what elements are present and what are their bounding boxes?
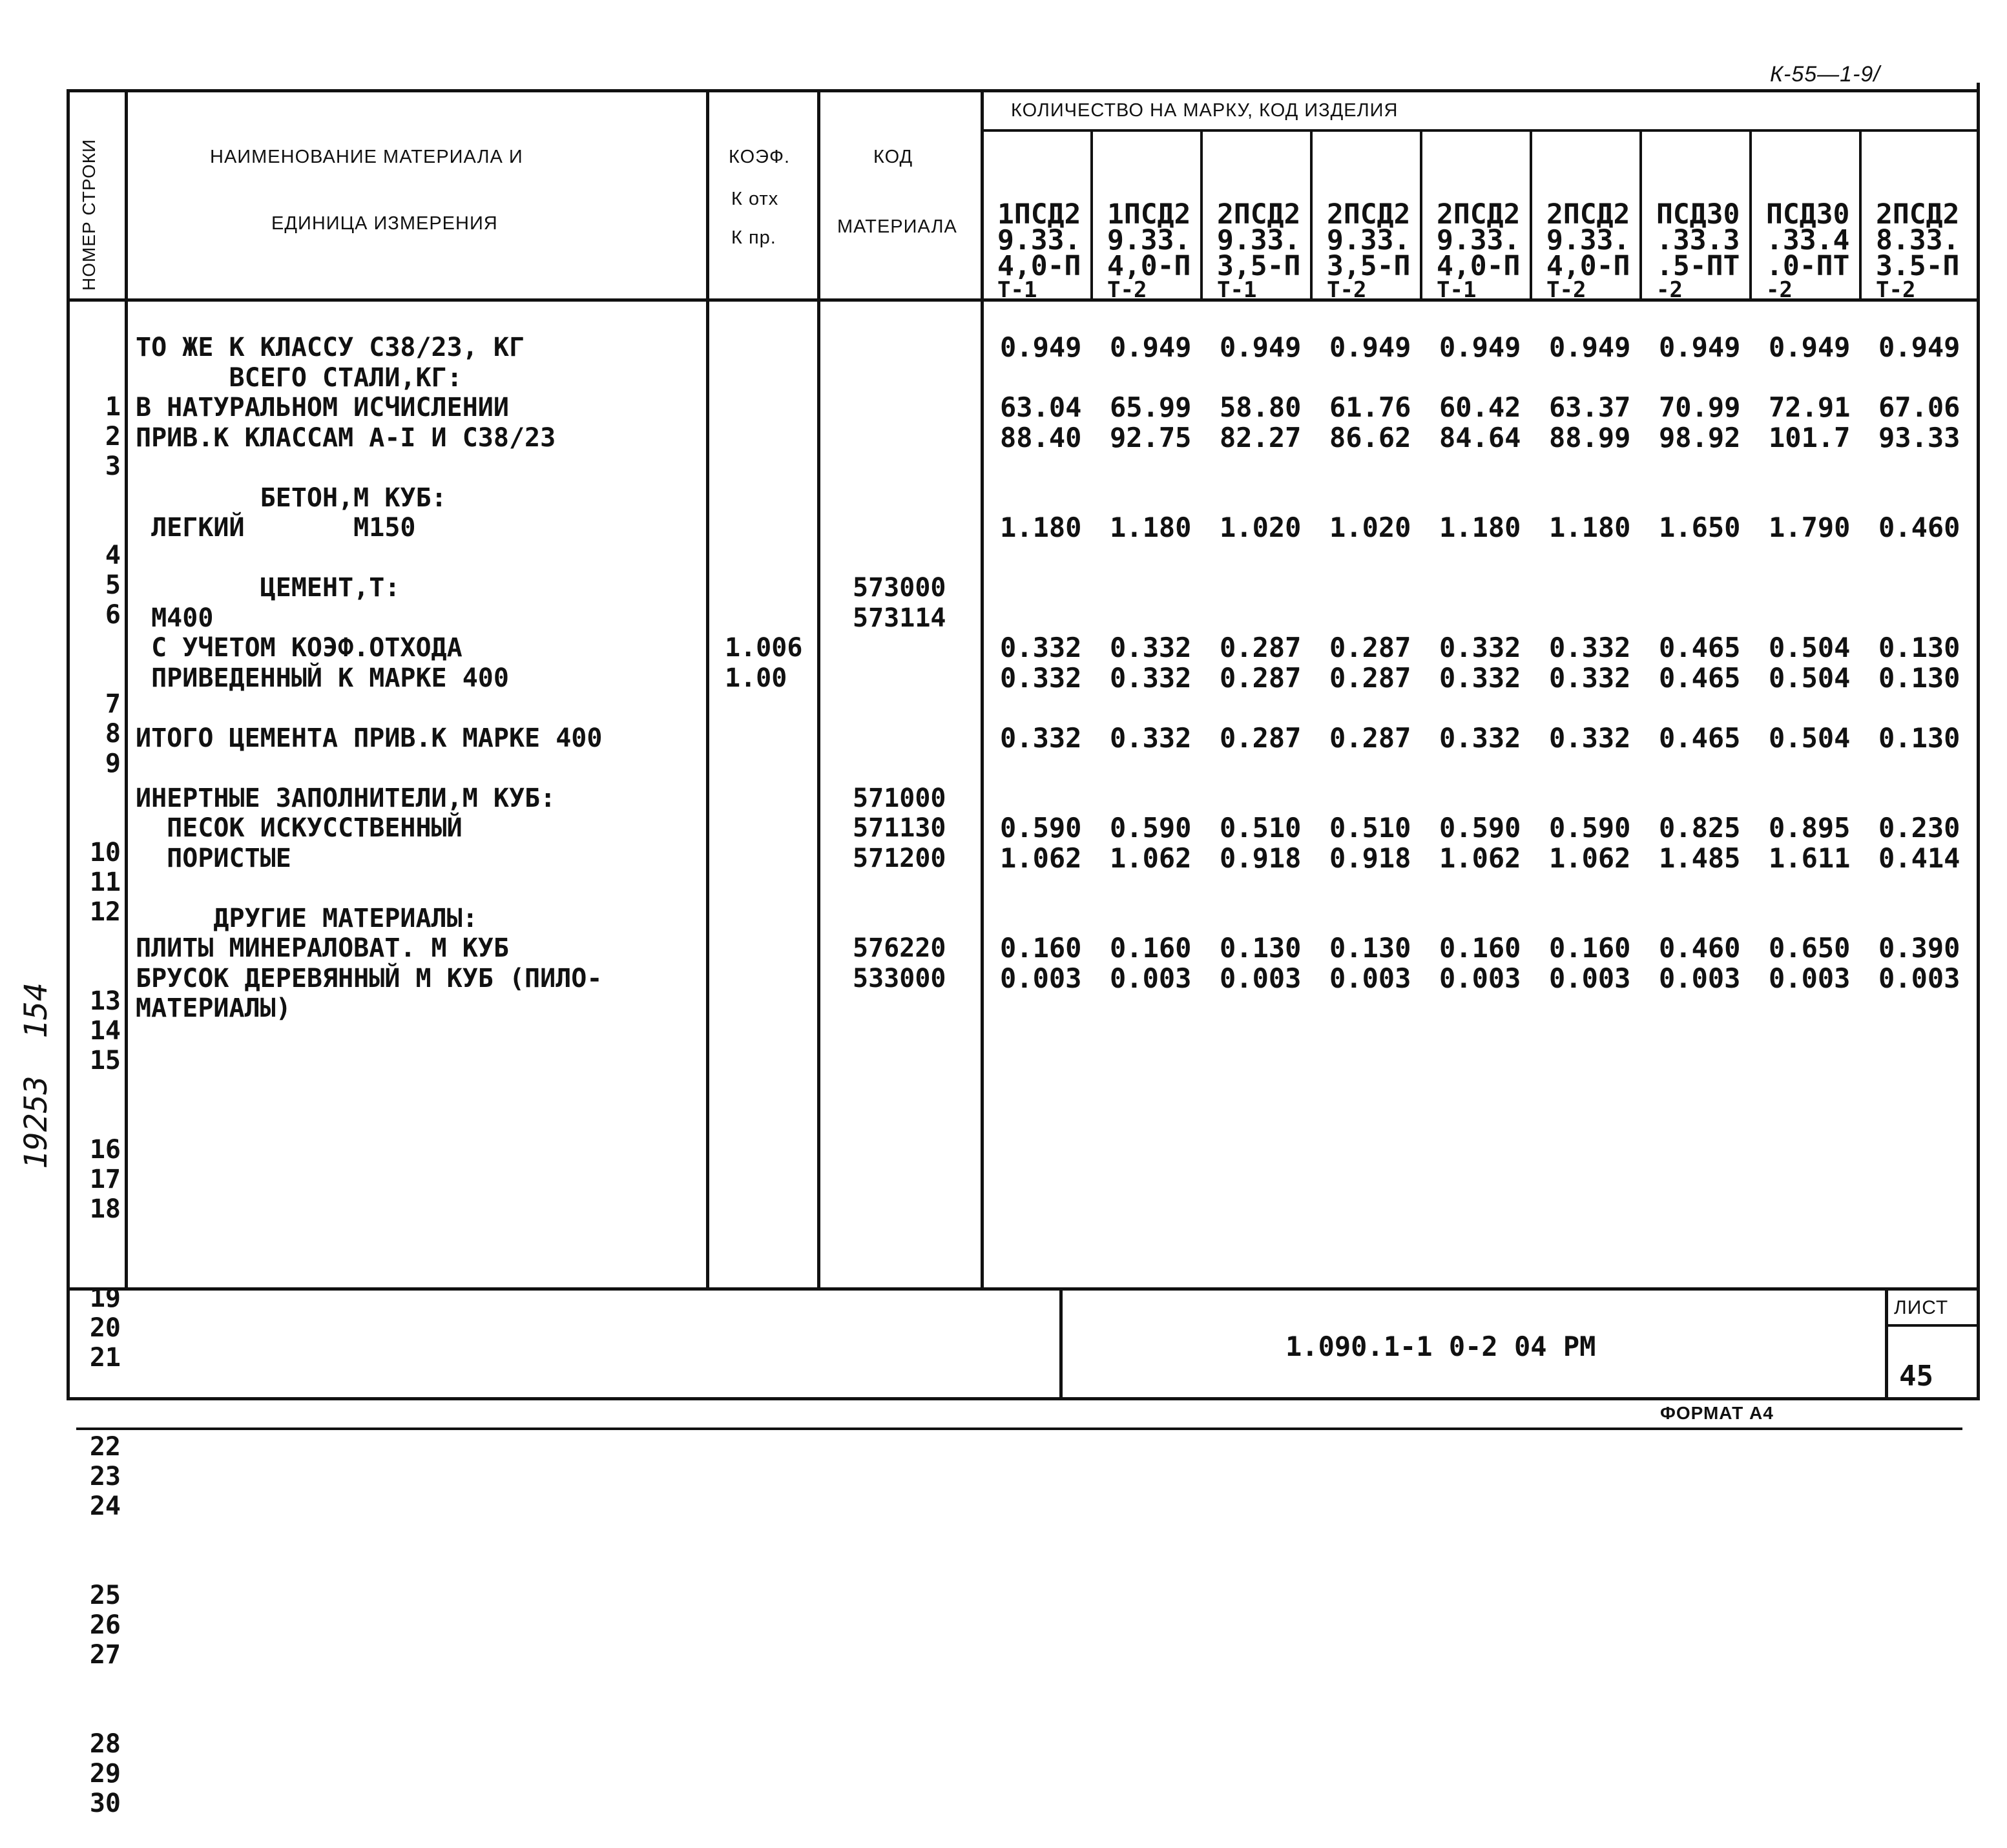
header-code-1: КОД xyxy=(873,147,913,167)
quantity-value: 93.33 xyxy=(1878,421,1960,453)
prod-sep-7 xyxy=(1749,130,1752,300)
quantity-value: 0.510 xyxy=(1220,812,1302,844)
product-header-2: 1ПСД2 9.33. 4,0-П Т-2 xyxy=(1107,198,1191,303)
frame-bottom xyxy=(67,1397,1980,1400)
material-name: ПРИВЕДЕННЫЙ К МАРКЕ 400 xyxy=(136,663,509,693)
material-name: ИТОГО ЦЕМЕНТА ПРИВ.К МАРКЕ 400 xyxy=(136,723,603,753)
quantity-value: 0.949 xyxy=(1878,331,1960,363)
under-frame-line xyxy=(76,1428,1962,1430)
quantity-value: 84.64 xyxy=(1439,421,1521,453)
product-header-9: 2ПСД2 8.33. 3.5-П Т-2 xyxy=(1876,198,1960,303)
prod-sep-2 xyxy=(1200,130,1203,300)
quantity-value: 0.287 xyxy=(1220,632,1302,663)
quantity-value: 0.003 xyxy=(1220,962,1302,994)
quantity-value: 0.949 xyxy=(1220,331,1302,363)
quantity-value: 0.287 xyxy=(1329,632,1411,663)
material-name: С УЧЕТОМ КОЭФ.ОТХОДА xyxy=(136,633,463,663)
quantity-divider xyxy=(982,129,1979,132)
product-header-6: 2ПСД2 9.33. 4,0-П Т-2 xyxy=(1546,198,1630,303)
quantity-value: 0.949 xyxy=(1329,331,1411,363)
material-name: МАТЕРИАЛЫ) xyxy=(136,993,291,1023)
product-header-1: 1ПСД2 9.33. 4,0-П Т-1 xyxy=(997,198,1081,303)
quantity-value: 0.332 xyxy=(1000,632,1082,663)
quantity-value: 1.020 xyxy=(1220,512,1302,543)
quantity-value: 60.42 xyxy=(1439,391,1521,423)
quantity-value: 0.287 xyxy=(1329,722,1411,754)
material-name: В НАТУРАЛЬНОМ ИСЧИСЛЕНИИ xyxy=(136,393,509,422)
quantity-value: 0.332 xyxy=(1000,661,1082,694)
quantity-value: 0.650 xyxy=(1769,932,1851,964)
quantity-value: 0.825 xyxy=(1659,812,1741,844)
header-material-name-2: ЕДИНИЦА ИЗМЕРЕНИЯ xyxy=(271,213,498,234)
quantity-value: 0.918 xyxy=(1329,842,1411,874)
footer-mid-divider xyxy=(1059,1289,1063,1398)
quantity-value: 1.062 xyxy=(1000,842,1082,874)
quantity-value: 1.180 xyxy=(1439,512,1521,543)
footer-sheet-hline xyxy=(1886,1324,1978,1327)
quantity-value: 0.003 xyxy=(1110,962,1192,994)
quantity-value: 0.130 xyxy=(1878,632,1960,663)
material-code: 576220 xyxy=(853,933,946,963)
quantity-value: 0.332 xyxy=(1000,722,1082,754)
quantity-value: 82.27 xyxy=(1220,421,1302,453)
sheet-label: ЛИСТ xyxy=(1894,1297,1949,1318)
row-numbers: 1 2 3 4 5 6 7 8 9 10 11 12 13 14 15 16 17 18 19 20 21 22 23 24 25 26 27 28 29 30 xyxy=(89,392,121,1818)
quantity-value: 1.180 xyxy=(1110,512,1192,543)
material-name: ЛЕГКИЙ М150 xyxy=(136,513,416,543)
material-name: М400 xyxy=(136,603,214,633)
frame-left xyxy=(67,89,70,1400)
coefficient: 1.00 xyxy=(725,663,787,693)
material-code: 571130 xyxy=(853,813,946,843)
quantity-value: 0.287 xyxy=(1220,661,1302,694)
material-code: 573000 xyxy=(853,573,946,603)
format-label: ФОРМАТ А4 xyxy=(1660,1403,1774,1423)
quantity-value: 0.003 xyxy=(1659,962,1741,994)
material-name: БЕТОН,М КУБ: xyxy=(136,483,447,513)
quantity-value: 0.332 xyxy=(1110,722,1192,754)
quantity-value: 0.160 xyxy=(1439,932,1521,964)
quantity-value: 0.504 xyxy=(1769,661,1851,694)
coefficient: 1.006 xyxy=(725,633,803,663)
material-name: БРУСОК ДЕРЕВЯННЫЙ М КУБ (ПИЛО- xyxy=(136,963,603,993)
header-coef-2: К отх xyxy=(731,189,779,209)
quantity-value: 101.7 xyxy=(1769,421,1851,453)
material-name: ДРУГИЕ МАТЕРИАЛЫ: xyxy=(136,903,478,933)
material-code: 573114 xyxy=(853,603,946,633)
prod-sep-4 xyxy=(1420,130,1422,300)
quantity-value: 0.949 xyxy=(1110,331,1192,363)
quantity-value: 1.062 xyxy=(1439,842,1521,874)
header-code-2: МАТЕРИАЛА xyxy=(837,216,957,237)
material-name: ПОРИСТЫЕ xyxy=(136,843,291,873)
quantity-value: 67.06 xyxy=(1878,391,1960,423)
prod-sep-6 xyxy=(1639,130,1642,300)
quantity-value: 0.949 xyxy=(1439,331,1521,363)
material-name: ЦЕМЕНТ,Т: xyxy=(136,573,400,603)
header-material-name-1: НАИМЕНОВАНИЕ МАТЕРИАЛА И xyxy=(210,147,523,167)
quantity-value: 0.414 xyxy=(1878,842,1960,874)
quantity-value: 0.160 xyxy=(1000,932,1082,964)
col-line-code xyxy=(981,90,984,1289)
quantity-value: 72.91 xyxy=(1769,391,1851,423)
quantity-value: 0.460 xyxy=(1878,512,1960,543)
material-code: 571000 xyxy=(853,783,946,813)
quantity-value: 88.40 xyxy=(1000,421,1082,453)
margin-note: 19253 154 xyxy=(18,982,54,1169)
quantity-value: 0.590 xyxy=(1549,812,1631,844)
quantity-value: 0.160 xyxy=(1110,932,1192,964)
quantity-value: 0.130 xyxy=(1878,661,1960,694)
product-header-5: 2ПСД2 9.33. 4,0-П Т-1 xyxy=(1437,198,1521,303)
quantity-value: 1.020 xyxy=(1329,512,1411,543)
quantity-value: 61.76 xyxy=(1329,391,1411,423)
quantity-value: 1.180 xyxy=(1549,512,1631,543)
quantity-value: 0.504 xyxy=(1769,722,1851,754)
quantity-value: 63.37 xyxy=(1549,391,1631,423)
quantity-value: 86.62 xyxy=(1329,421,1411,453)
doc-code: 1.090.1-1 0-2 04 РМ xyxy=(1285,1331,1596,1362)
corner-mark: К-55—1-9/ xyxy=(1770,62,1880,87)
quantity-value: 65.99 xyxy=(1110,391,1192,423)
quantity-value: 0.130 xyxy=(1878,722,1960,754)
quantity-value: 70.99 xyxy=(1659,391,1741,423)
quantity-value: 0.895 xyxy=(1769,812,1851,844)
quantity-value: 0.003 xyxy=(1439,962,1521,994)
quantity-value: 0.504 xyxy=(1769,632,1851,663)
quantity-value: 1.062 xyxy=(1110,842,1192,874)
quantity-value: 0.287 xyxy=(1329,661,1411,694)
quantity-value: 0.332 xyxy=(1439,722,1521,754)
material-code: 571200 xyxy=(853,843,946,873)
quantity-value: 0.003 xyxy=(1549,962,1631,994)
quantity-value: 0.003 xyxy=(1000,962,1082,994)
quantity-value: 0.590 xyxy=(1000,812,1082,844)
quantity-value: 0.003 xyxy=(1878,962,1960,994)
quantity-value: 0.465 xyxy=(1659,722,1741,754)
material-name: ПЛИТЫ МИНЕРАЛОВАТ. М КУБ xyxy=(136,933,509,963)
quantity-value: 1.062 xyxy=(1549,842,1631,874)
header-coef-1: КОЭФ. xyxy=(729,147,791,167)
quantity-value: 0.230 xyxy=(1878,812,1960,844)
quantity-value: 92.75 xyxy=(1110,421,1192,453)
quantity-value: 0.332 xyxy=(1439,632,1521,663)
quantity-value: 0.332 xyxy=(1549,632,1631,663)
quantity-value: 0.460 xyxy=(1659,932,1741,964)
product-header-7: ПСД30 .33.3 .5-ПТ -2 xyxy=(1656,198,1740,303)
quantity-value: 0.287 xyxy=(1220,722,1302,754)
quantity-value: 0.949 xyxy=(1000,331,1082,363)
material-name: ВСЕГО СТАЛИ,КГ: xyxy=(136,362,463,393)
quantity-value: 1.180 xyxy=(1000,512,1082,543)
quantity-value: 58.80 xyxy=(1220,391,1302,423)
quantity-value: 0.160 xyxy=(1549,932,1631,964)
quantity-value: 0.332 xyxy=(1439,661,1521,694)
material-name: ТО ЖЕ К КЛАССУ С38/23, КГ xyxy=(136,333,525,362)
footer-sheet-divider xyxy=(1885,1289,1888,1398)
material-name: ПЕСОК ИСКУССТВЕННЫЙ xyxy=(136,813,463,843)
quantity-value: 1.650 xyxy=(1659,512,1741,543)
quantity-value: 88.99 xyxy=(1549,421,1631,453)
quantity-value: 0.332 xyxy=(1549,722,1631,754)
quantity-value: 0.949 xyxy=(1549,331,1631,363)
quantity-value: 0.465 xyxy=(1659,632,1741,663)
material-code: 533000 xyxy=(853,963,946,993)
quantity-value: 0.332 xyxy=(1110,632,1192,663)
prod-sep-3 xyxy=(1310,130,1313,300)
quantity-value: 1.485 xyxy=(1659,842,1741,874)
quantity-value: 0.918 xyxy=(1220,842,1302,874)
quantity-value: 0.130 xyxy=(1220,932,1302,964)
sheet-number: 45 xyxy=(1899,1360,1933,1393)
prod-sep-1 xyxy=(1090,130,1093,300)
col-line-rownum xyxy=(125,90,128,1289)
prod-sep-5 xyxy=(1530,130,1532,300)
header-row-number: НОМЕР СТРОКИ xyxy=(79,138,99,291)
quantity-value: 0.003 xyxy=(1329,962,1411,994)
col-line-name xyxy=(706,90,709,1289)
header-quantity: КОЛИЧЕСТВО НА МАРКУ, КОД ИЗДЕЛИЯ xyxy=(1011,100,1399,121)
quantity-value: 0.332 xyxy=(1110,661,1192,694)
quantity-value: 1.611 xyxy=(1769,842,1851,874)
quantity-value: 98.92 xyxy=(1659,421,1741,453)
material-name: ПРИВ.К КЛАССАМ А-I И С38/23 xyxy=(136,422,556,453)
frame-top xyxy=(68,89,1980,92)
quantity-value: 0.332 xyxy=(1549,661,1631,694)
quantity-value: 0.003 xyxy=(1769,962,1851,994)
product-header-8: ПСД30 .33.4 .0-ПТ -2 xyxy=(1766,198,1850,303)
quantity-value: 63.04 xyxy=(1000,391,1082,423)
col-line-coef xyxy=(817,90,820,1289)
quantity-value: 0.949 xyxy=(1659,331,1741,363)
prod-sep-8 xyxy=(1859,130,1862,300)
quantity-value: 0.510 xyxy=(1329,812,1411,844)
material-name: ИНЕРТНЫЕ ЗАПОЛНИТЕЛИ,М КУБ: xyxy=(136,783,556,813)
quantity-value: 0.465 xyxy=(1659,661,1741,694)
quantity-value: 0.390 xyxy=(1878,932,1960,964)
product-header-4: 2ПСД2 9.33. 3,5-П Т-2 xyxy=(1327,198,1411,303)
frame-right xyxy=(1977,83,1980,1400)
product-header-3: 2ПСД2 9.33. 3,5-П Т-1 xyxy=(1217,198,1301,303)
body-divider xyxy=(68,1287,1979,1291)
quantity-value: 0.130 xyxy=(1329,932,1411,964)
header-coef-3: К пр. xyxy=(731,227,776,248)
quantity-value: 1.790 xyxy=(1769,512,1851,543)
quantity-value: 0.949 xyxy=(1769,331,1851,363)
quantity-value: 0.590 xyxy=(1439,812,1521,844)
quantity-value: 0.590 xyxy=(1110,812,1192,844)
